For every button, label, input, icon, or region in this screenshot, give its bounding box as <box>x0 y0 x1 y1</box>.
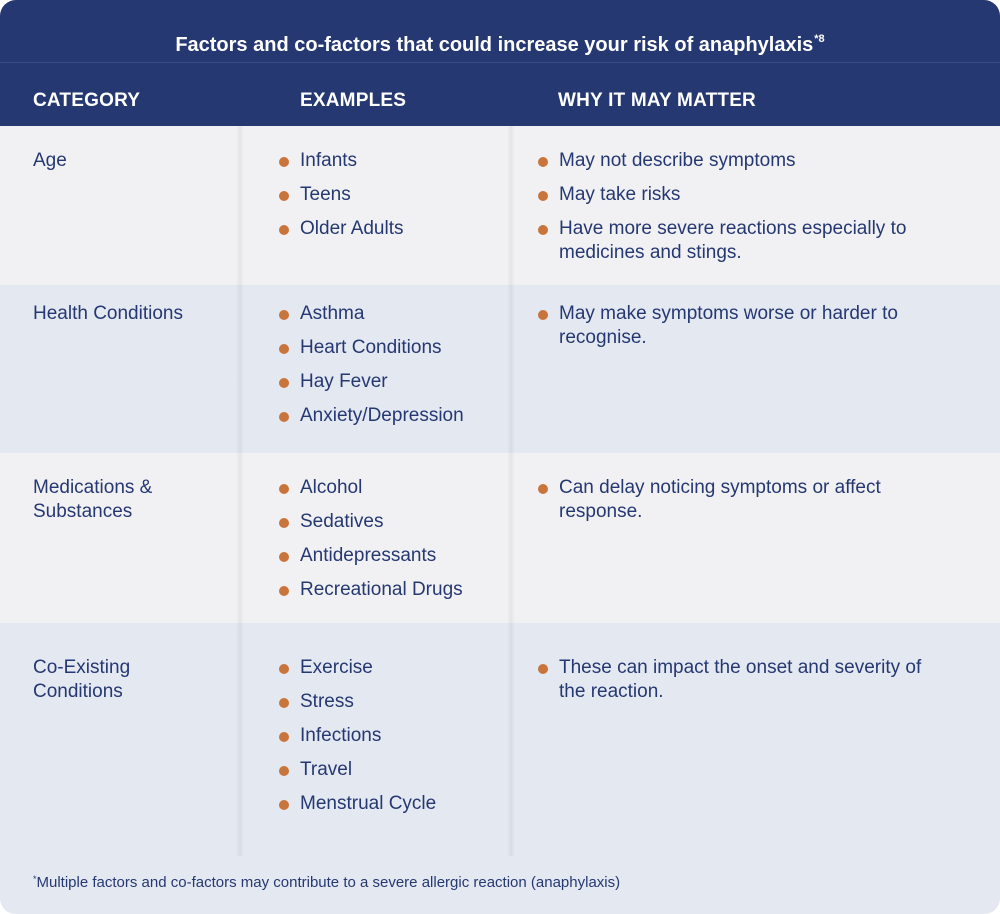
table-title-text: Factors and co-factors that could increase your risk of anaphylaxis <box>175 34 814 56</box>
bullet-icon <box>538 157 548 167</box>
why-text: May make symptoms worse or harder to recognise. <box>559 303 898 348</box>
example-text: Infections <box>300 725 382 746</box>
example-item <box>278 404 503 428</box>
example-text: Alcohol <box>300 477 363 498</box>
bullet-icon <box>279 664 289 674</box>
category-cell: Co-Existing Conditions <box>33 657 131 702</box>
example-item <box>278 578 503 602</box>
footnote-marker: * <box>33 874 37 884</box>
why-item <box>537 149 932 173</box>
examples-list <box>278 656 503 826</box>
examples-list <box>278 302 503 438</box>
bullet-icon <box>279 484 289 494</box>
example-item <box>278 510 503 534</box>
bullet-icon <box>279 191 289 201</box>
footnote-text: Multiple factors and co-factors may contribute to a severe allergic reaction (anaphylaxis) <box>36 874 621 891</box>
why-list <box>537 476 932 534</box>
table-header-row <box>0 62 1000 126</box>
example-item <box>278 183 503 207</box>
header-examples: EXAMPLES <box>300 90 407 111</box>
why-list <box>537 302 932 360</box>
why-item <box>537 217 932 265</box>
bullet-icon <box>279 732 289 742</box>
category-cell: Medications & Substances <box>33 477 153 522</box>
column-divider <box>507 126 515 856</box>
table-row-age <box>0 126 1000 285</box>
bullet-icon <box>279 766 289 776</box>
example-text: Recreational Drugs <box>300 579 463 600</box>
bullet-icon <box>279 344 289 354</box>
example-item <box>278 302 503 326</box>
example-item <box>278 336 503 360</box>
footnote <box>33 869 933 893</box>
example-item <box>278 690 503 714</box>
title-footnote-marker: *8 <box>814 33 825 45</box>
bullet-icon <box>279 157 289 167</box>
example-item <box>278 792 503 816</box>
example-item <box>278 656 503 680</box>
example-text: Anxiety/Depression <box>300 405 464 426</box>
table-title <box>0 0 1000 62</box>
example-text: Antidepressants <box>300 545 437 566</box>
bullet-icon <box>279 378 289 388</box>
example-text: Heart Conditions <box>300 337 442 358</box>
bullet-icon <box>279 225 289 235</box>
bullet-icon <box>279 698 289 708</box>
why-list <box>537 656 932 714</box>
example-text: Exercise <box>300 657 373 678</box>
why-item <box>537 656 932 704</box>
example-item <box>278 149 503 173</box>
why-text: May not describe symptoms <box>559 150 796 171</box>
example-text: Hay Fever <box>300 371 388 392</box>
header-category: CATEGORY <box>33 90 141 111</box>
why-text: These can impact the onset and severity of the reaction. <box>559 657 922 702</box>
why-text: May take risks <box>559 184 681 205</box>
example-text: Menstrual Cycle <box>300 793 437 814</box>
table-row-medications-substances <box>0 453 1000 623</box>
example-text: Sedatives <box>300 511 384 532</box>
category-cell: Health Conditions <box>33 303 183 324</box>
why-item <box>537 302 932 350</box>
example-text: Teens <box>300 184 351 205</box>
bullet-icon <box>538 191 548 201</box>
why-text: Can delay noticing symptoms or affect response. <box>559 477 881 522</box>
why-item <box>537 183 932 207</box>
examples-list <box>278 149 503 251</box>
bullet-icon <box>279 412 289 422</box>
why-text: Have more severe reactions especially to medicines and stings. <box>559 218 907 263</box>
example-text: Travel <box>300 759 353 780</box>
category-cell: Age <box>33 150 67 171</box>
why-list <box>537 149 932 275</box>
bullet-icon <box>279 586 289 596</box>
example-item <box>278 370 503 394</box>
example-item <box>278 217 503 241</box>
examples-list <box>278 476 503 612</box>
bullet-icon <box>279 518 289 528</box>
bullet-icon <box>279 552 289 562</box>
header-why-it-may-matter: WHY IT MAY MATTER <box>558 90 756 111</box>
bullet-icon <box>279 800 289 810</box>
example-item <box>278 476 503 500</box>
bullet-icon <box>538 484 548 494</box>
bullet-icon <box>538 664 548 674</box>
bullet-icon <box>538 310 548 320</box>
example-item <box>278 724 503 748</box>
bullet-icon <box>538 225 548 235</box>
example-item <box>278 758 503 782</box>
table-row-health-conditions <box>0 285 1000 453</box>
why-item <box>537 476 932 524</box>
example-text: Asthma <box>300 303 365 324</box>
example-text: Infants <box>300 150 358 171</box>
example-text: Stress <box>300 691 354 712</box>
column-divider <box>236 126 244 856</box>
example-text: Older Adults <box>300 218 404 239</box>
bullet-icon <box>279 310 289 320</box>
example-item <box>278 544 503 568</box>
